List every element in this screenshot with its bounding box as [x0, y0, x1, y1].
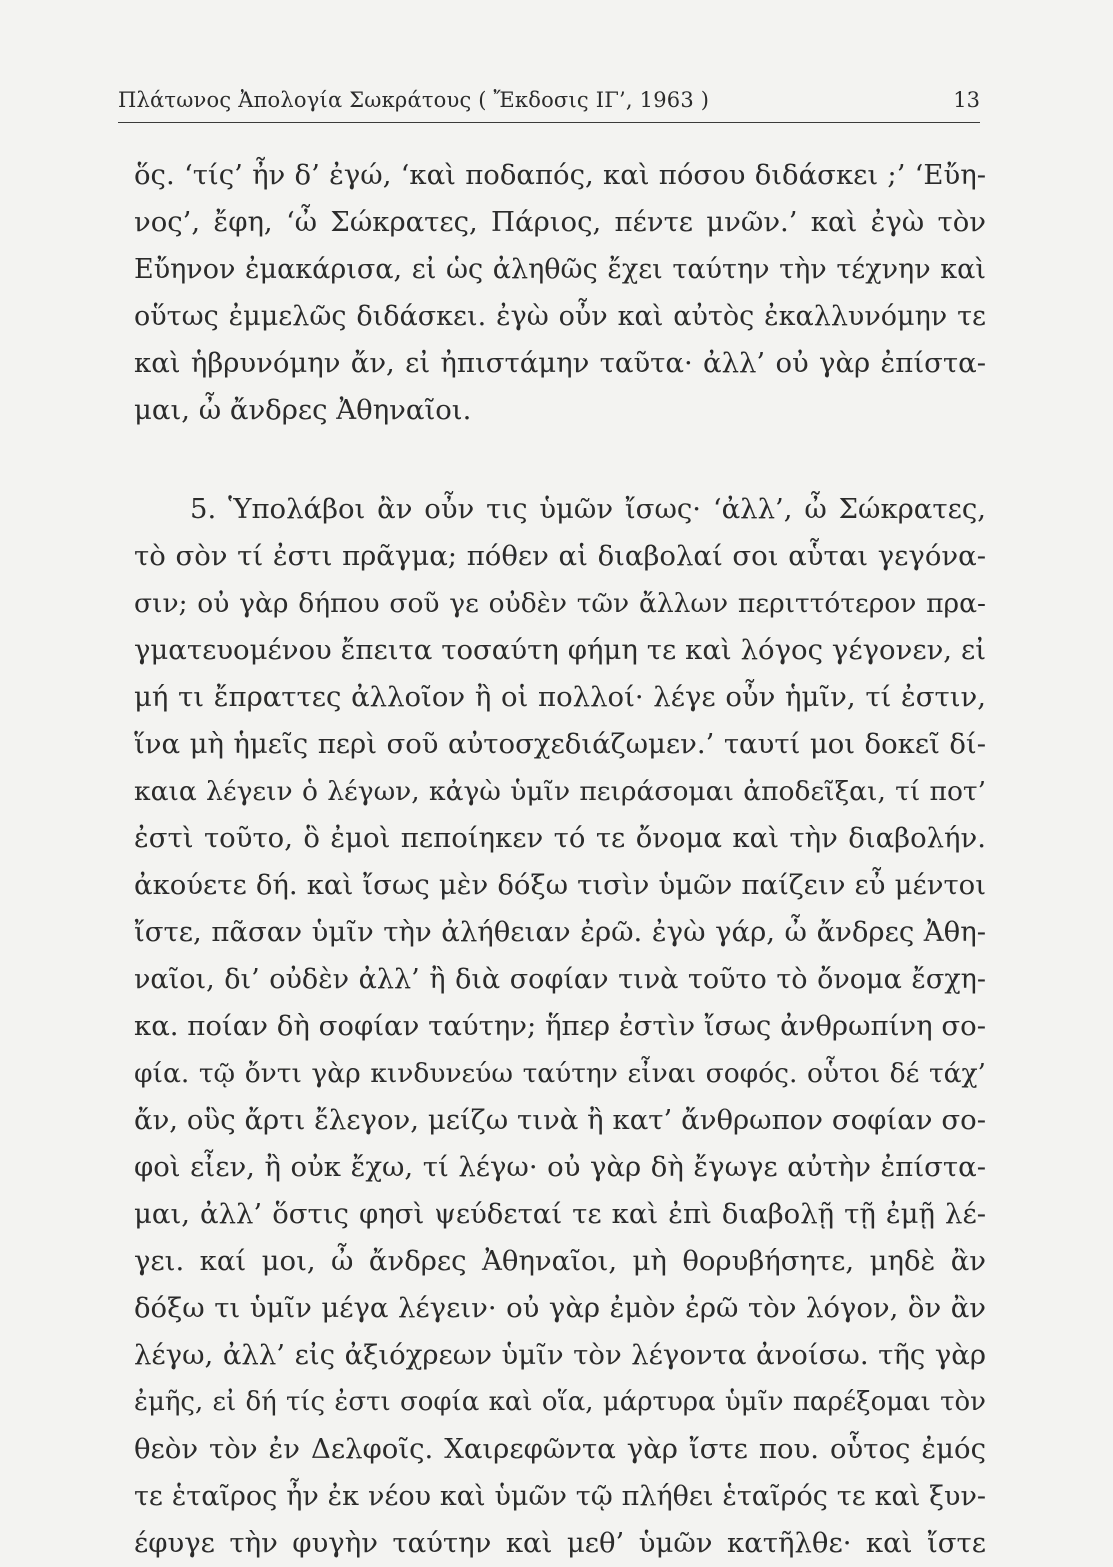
text-line: ἐμῆς, εἰ δή τίς ἐστι σοφία καὶ οἵα, μάρτυρα ὑμῖν παρέξομαι τὸν — [134, 1387, 986, 1417]
text-line: 5. Ὑπολάβοι ἂν οὖν τις ὑμῶν ἴσως· ‘ἀλλ’, ὦ Σώκρατες, — [190, 493, 986, 525]
text-line: νος’, ἔφη, ‘ὦ Σώκρατες, Πάριος, πέντε μνῶν.’ καὶ ἐγὼ τὸν — [134, 206, 986, 238]
text-line: θεὸν τὸν ἐν Δελφοῖς. Χαιρεφῶντα γὰρ ἴστε που. οὗτος ἐμός — [134, 1433, 986, 1465]
text-line: φία. τῷ ὄντι γὰρ κινδυνεύω ταύτην εἶναι σοφός. οὗτοι δέ τάχ’ — [134, 1058, 986, 1089]
text-line: γει. καί μοι, ὦ ἄνδρες Ἀθηναῖοι, μὴ θορυβήσητε, μηδὲ ἂν — [134, 1245, 986, 1277]
text-line: τε ἑταῖρος ἦν ἐκ νέου καὶ ὑμῶν τῷ πλήθει ἑταῖρός τε καὶ ξυν- — [134, 1481, 986, 1512]
text-line: ἴστε, πᾶσαν ὑμῖν τὴν ἀλήθειαν ἐρῶ. ἐγὼ γάρ, ὦ ἄνδρες Ἀθη- — [134, 916, 986, 948]
text-line: ὅς. ‘τίς’ ἦν δ’ ἐγώ, ‘καὶ ποδαπός, καὶ πόσου διδάσκει ;’ ‘Εὔη- — [134, 159, 986, 191]
text-line: ἐστὶ τοῦτο, ὃ ἐμοὶ πεποίηκεν τό τε ὄνομα καὶ τὴν διαβολήν. — [134, 822, 986, 854]
text-line: κα. ποίαν δὴ σοφίαν ταύτην; ἥπερ ἐστὶν ἴσως ἀνθρωπίνη σο- — [134, 1010, 986, 1042]
text-line: Εὔηνον ἐμακάρισα, εἰ ὡς ἀληθῶς ἔχει ταύτην τὴν τέχνην καὶ — [134, 254, 986, 285]
paragraph-2 — [134, 486, 986, 1567]
page-number: 13 — [953, 88, 980, 112]
paragraph-1 — [134, 152, 986, 434]
text-line: λέγω, ἀλλ’ εἰς ἀξιόχρεων ὑμῖν τὸν λέγοντα ἀνοίσω. τῆς γὰρ — [134, 1339, 986, 1371]
running-head: Πλάτωνος Ἀπολογία Σωκράτους ( Ἔκδοσις ΙΓ’, 1963 ) — [118, 88, 710, 112]
paragraph-spacer — [134, 434, 986, 486]
text-line: καὶ ἡβρυνόμην ἄν, εἰ ἠπιστάμην ταῦτα· ἀλλ’ οὐ γὰρ ἐπίστα- — [134, 347, 986, 379]
text-line: ἵνα μὴ ἡμεῖς περὶ σοῦ αὐτοσχεδιάζωμεν.’ ταυτί μοι δοκεῖ δί- — [134, 728, 986, 760]
text-line: γματευομένου ἔπειτα τοσαύτη φήμη τε καὶ λόγος γέγονεν, εἰ — [134, 634, 986, 666]
body-text — [134, 152, 986, 1567]
text-line: σιν; οὐ γὰρ δήπου σοῦ γε οὐδὲν τῶν ἄλλων περιττότερον πρα- — [134, 588, 986, 619]
text-line: έφυγε τὴν φυγὴν ταύτην καὶ μεθ’ ὑμῶν κατῆλθε· καὶ ἴστε — [134, 1527, 986, 1559]
text-line: δόξω τι ὑμῖν μέγα λέγειν· οὐ γὰρ ἐμὸν ἐρῶ τὸν λόγον, ὃν ἂν — [134, 1292, 986, 1324]
text-line: οὕτως ἐμμελῶς διδάσκει. ἐγὼ οὖν καὶ αὐτὸς ἐκαλλυνόμην τε — [134, 301, 986, 332]
text-line: ἄν, οὓς ἄρτι ἔλεγον, μείζω τινὰ ἢ κατ’ ἄνθρωπον σοφίαν σο- — [134, 1104, 986, 1136]
page-header — [118, 86, 980, 118]
text-line: καια λέγειν ὁ λέγων, κἀγὼ ὑμῖν πειράσομαι ἀποδεῖξαι, τί ποτ’ — [134, 776, 986, 807]
text-line: μαι, ἀλλ’ ὅστις φησὶ ψεύδεταί τε καὶ ἐπὶ διαβολῇ τῇ ἐμῇ λέ- — [134, 1198, 986, 1230]
text-line: μή τι ἔπραττες ἀλλοῖον ἢ οἱ πολλοί· λέγε οὖν ἡμῖν, τί ἐστιν, — [134, 681, 986, 713]
text-line: φοὶ εἶεν, ἢ οὐκ ἔχω, τί λέγω· οὐ γὰρ δὴ ἔγωγε αὐτὴν ἐπίστα- — [134, 1151, 986, 1183]
text-line: ναῖοι, δι’ οὐδὲν ἀλλ’ ἢ διὰ σοφίαν τινὰ τοῦτο τὸ ὄνομα ἔσχη- — [134, 964, 986, 995]
text-line: μαι, ὦ ἄνδρες Ἀθηναῖοι. — [134, 394, 472, 426]
text-line: ἀκούετε δή. καὶ ἴσως μὲν δόξω τισὶν ὑμῶν παίζειν εὖ μέντοι — [134, 869, 986, 901]
text-line: τὸ σὸν τί ἐστι πρᾶγμα; πόθεν αἱ διαβολαί σοι αὗται γεγόνα- — [134, 540, 986, 572]
header-rule — [118, 122, 980, 123]
